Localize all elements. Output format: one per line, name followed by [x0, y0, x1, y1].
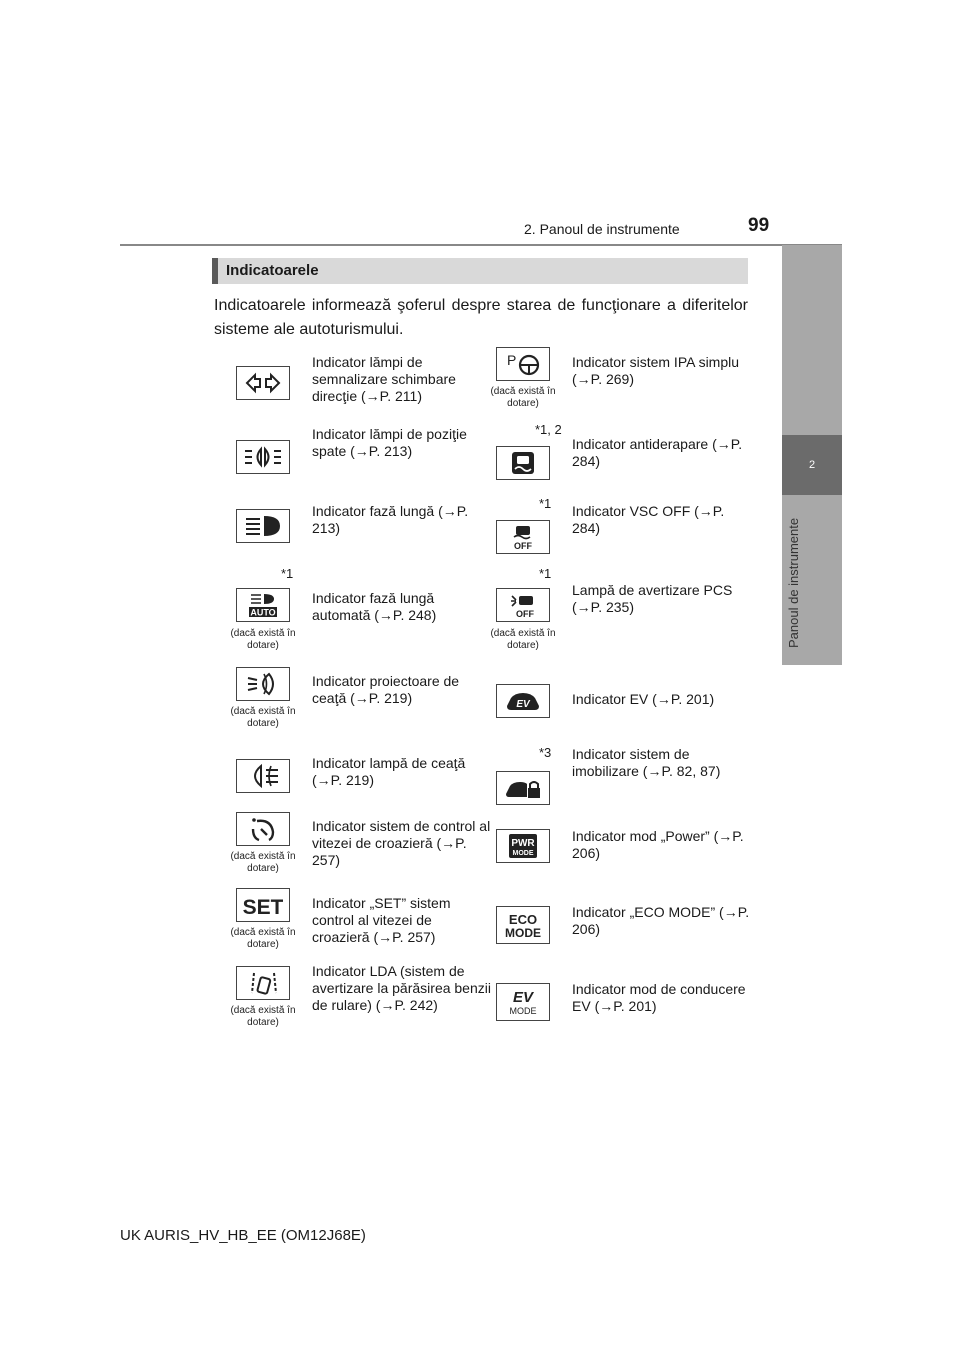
- right-desc-4: Lampă de avertizare PCS (→P. 235): [572, 582, 733, 615]
- left-desc-3: Indicator fază lungă (→P. 213): [312, 503, 469, 536]
- right-note-star-2: *1, 2: [535, 422, 562, 437]
- right-note-star-6: *3: [539, 745, 552, 760]
- right-note-1: (dacă există în dotare): [490, 386, 556, 409]
- left-note-8: (dacă există în dotare): [230, 927, 296, 950]
- left-note-7: (dacă există în dotare): [230, 851, 296, 874]
- footer-model-code: UK AURIS_HV_HB_EE (OM12J68E): [120, 1227, 366, 1244]
- svg-text:EV: EV: [516, 699, 530, 710]
- svg-text:MODE: MODE: [512, 850, 534, 857]
- ipa-icon: [496, 347, 550, 381]
- right-desc-2: Indicator antiderapare (→P. 284): [572, 436, 743, 469]
- left-note-4: (dacă există în dotare): [230, 628, 296, 651]
- rear-fog-icon: [236, 759, 290, 793]
- left-desc-7: Indicator sistem de control al vitezei de croazieră (→P. 257): [312, 818, 491, 868]
- right-desc-8: Indicator „ECO MODE” (→P. 206): [572, 904, 750, 937]
- right-desc-9: Indicator mod de conducere EV (→P. 201): [572, 981, 746, 1014]
- section-title: Indicatoarele: [226, 262, 319, 279]
- right-note-star-3: *1: [539, 496, 552, 511]
- right-note-4: (dacă există în dotare): [490, 628, 556, 651]
- right-desc-7: Indicator mod „Power” (→P. 206): [572, 828, 744, 861]
- svg-text:AUTO: AUTO: [250, 607, 276, 618]
- tail-light-icon: [236, 440, 290, 474]
- left-note-5: (dacă există în dotare): [230, 706, 296, 729]
- left-desc-5: Indicator proiectoare de ceaţă (→P. 219): [312, 673, 460, 706]
- cruise-control-icon: [236, 812, 290, 846]
- section-intro: Indicatoarele informează şoferul despre starea de funcţionare a diferitelor sisteme ale autoturismului.: [214, 297, 748, 338]
- section-header: [212, 258, 748, 284]
- vsc-off-icon: [496, 520, 550, 554]
- svg-text:SET: SET: [243, 896, 283, 918]
- left-desc-1: Indicator lămpi de semnalizare schimbare direcţie (→P. 211): [312, 354, 456, 404]
- immobilizer-icon: [496, 771, 550, 805]
- chapter-title: 2. Panoul de instrumente: [524, 221, 680, 237]
- slip-indicator-icon: [496, 446, 550, 480]
- left-desc-2: Indicator lămpi de poziţie spate (→P. 213): [312, 426, 467, 459]
- pcs-warning-icon: [496, 588, 550, 622]
- high-beam-icon: [236, 509, 290, 543]
- left-note-9: (dacă există în dotare): [230, 1005, 296, 1028]
- right-desc-6: Indicator sistem de imobilizare (→P. 82, 87): [572, 746, 721, 779]
- left-desc-8: Indicator „SET” sistem control al vitezei de croazieră (→P. 257): [312, 895, 451, 945]
- left-desc-4: Indicator fază lungă automată (→P. 248): [312, 590, 437, 623]
- svg-text:EV: EV: [512, 989, 534, 1006]
- eco-mode-icon: [496, 906, 550, 944]
- front-fog-icon: [236, 667, 290, 701]
- ev-indicator-icon: [496, 684, 550, 718]
- svg-text:ECO: ECO: [508, 912, 538, 927]
- left-desc-6: Indicator lampă de ceaţă (→P. 219): [312, 755, 466, 788]
- right-desc-5: Indicator EV (→P. 201): [572, 691, 715, 707]
- auto-high-beam-icon: [236, 588, 290, 622]
- turn-signal-icon: [236, 366, 290, 400]
- svg-text:MODE: MODE: [505, 926, 541, 940]
- svg-text:OFF: OFF: [516, 609, 534, 618]
- page-number: 99: [748, 215, 770, 236]
- right-note-star-4: *1: [539, 566, 552, 581]
- side-tab-label: Panoul de instrumente: [786, 517, 801, 648]
- svg-text:P: P: [507, 352, 517, 368]
- set-icon: [236, 888, 290, 922]
- lane-departure-icon: [236, 966, 290, 1000]
- chapter-tab[interactable]: 2: [782, 435, 842, 495]
- left-note-star-4: *1: [281, 566, 294, 581]
- power-mode-icon: [496, 829, 550, 863]
- right-desc-3: Indicator VSC OFF (→P. 284): [572, 503, 725, 536]
- right-desc-1: Indicator sistem IPA simplu (→P. 269): [572, 354, 740, 387]
- svg-text:OFF: OFF: [514, 541, 532, 550]
- side-bar-top: [782, 245, 842, 435]
- ev-mode-icon: [496, 983, 550, 1021]
- svg-text:PWR: PWR: [511, 838, 535, 849]
- svg-text:MODE: MODE: [509, 1006, 537, 1016]
- header-rule: [120, 244, 842, 246]
- left-desc-9: Indicator LDA (sistem de avertizare la părăsirea benzii de rulare) (→P. 242): [312, 963, 491, 1013]
